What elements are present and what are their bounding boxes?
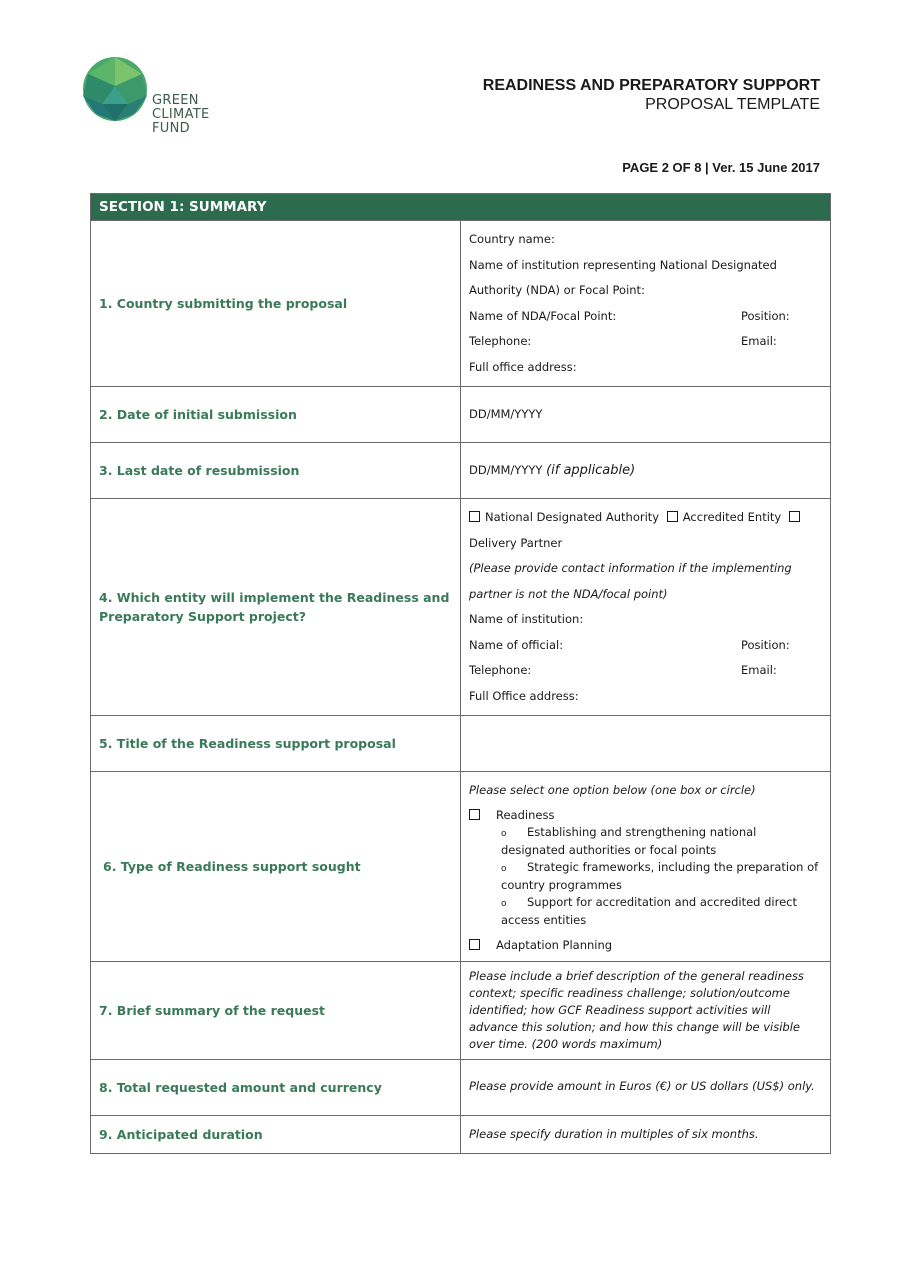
entity-address-field[interactable]: Full Office address: [469, 688, 579, 703]
entity-email-field[interactable]: Email: [741, 663, 777, 677]
nda-option-label: National Designated Authority [485, 510, 660, 524]
logo-line-3: FUND [152, 121, 190, 136]
globe-logo-icon [82, 56, 148, 122]
nda-institution-field[interactable]: Name of institution representing National Designated Authority (NDA) or Focal Point: [469, 257, 777, 297]
page-info: PAGE 2 OF 8 | Ver. 15 June 2017 [622, 160, 820, 175]
readiness-checkbox[interactable] [469, 809, 480, 820]
adaptation-option-label: Adaptation Planning [496, 937, 613, 952]
summary-field[interactable] [461, 961, 831, 1059]
row-content-implementing-entity[interactable] [461, 499, 831, 716]
row-country [91, 221, 831, 387]
row-implementing-entity [91, 499, 831, 716]
radio-circle-icon[interactable]: o [501, 898, 507, 909]
row-proposal-title [91, 716, 831, 772]
row-label-country: 1. Country submitting the proposal [91, 221, 461, 387]
document-title [483, 76, 820, 114]
support-type-instruction: Please select one option below (one box or circle) [469, 783, 756, 797]
nda-email-field[interactable]: Email: [741, 334, 777, 348]
gcf-logo [82, 56, 222, 140]
entity-contact-note: (Please provide contact information if the implementing partner is not the NDA/focal point) [469, 561, 792, 601]
logo-line-1: GREEN [152, 93, 199, 108]
delivery-partner-option-label: Delivery Partner [469, 535, 563, 550]
row-content-country[interactable] [461, 221, 831, 387]
row-label-duration: 9. Anticipated duration [91, 1115, 461, 1154]
nda-name-field[interactable]: Name of NDA/Focal Point: [469, 308, 617, 323]
readiness-sub-option-1[interactable] [469, 824, 822, 859]
nda-position-field[interactable]: Position: [741, 308, 790, 323]
radio-circle-icon[interactable]: o [501, 863, 507, 874]
logo-wordmark [152, 94, 210, 136]
row-label-amount: 8. Total requested amount and currency [91, 1059, 461, 1115]
entity-telephone-field[interactable]: Telephone: [469, 663, 532, 677]
row-support-type [91, 772, 831, 962]
row-resubmission-date [91, 443, 831, 499]
radio-circle-icon[interactable]: o [501, 828, 507, 839]
readiness-sub-option-2-label: Strategic frameworks, including the preparation of country programmes [501, 859, 819, 892]
readiness-sub-option-3-label: Support for accreditation and accredited direct access entities [501, 894, 798, 927]
initial-date-field[interactable] [461, 387, 831, 443]
delivery-partner-checkbox[interactable] [789, 511, 800, 522]
entity-institution-field[interactable]: Name of institution: [469, 612, 584, 626]
row-label-proposal-title: 5. Title of the Readiness support proposal [91, 716, 461, 772]
readiness-sub-option-2[interactable] [469, 859, 822, 894]
summary-instruction: Please include a brief description of the general readiness context; specific readiness challenge; solution/outcome identified; how GCF Readiness support activities will advance this solution; and how this change will be visible over time. (200 words maximum) [469, 968, 804, 1051]
entity-position-field[interactable]: Position: [741, 637, 790, 652]
nda-telephone-field[interactable]: Telephone: [469, 334, 532, 348]
row-label-implementing-entity: 4. Which entity will implement the Readiness and Preparatory Support project? [91, 499, 461, 716]
accredited-entity-checkbox[interactable] [667, 511, 678, 522]
document-title-line-2: PROPOSAL TEMPLATE [645, 96, 820, 113]
proposal-title-field[interactable] [461, 716, 831, 772]
duration-instruction: Please specify duration in multiples of six months. [469, 1126, 759, 1141]
adaptation-checkbox[interactable] [469, 939, 480, 950]
readiness-option-label: Readiness [496, 807, 555, 822]
nda-checkbox[interactable] [469, 511, 480, 522]
row-label-initial-date: 2. Date of initial submission [91, 387, 461, 443]
row-content-support-type [461, 772, 831, 962]
accredited-entity-option-label: Accredited Entity [682, 510, 782, 524]
amount-instruction: Please provide amount in Euros (€) or US dollars (US$) only. [469, 1079, 815, 1094]
row-label-resubmission-date: 3. Last date of resubmission [91, 443, 461, 499]
readiness-sub-option-3[interactable] [469, 894, 822, 929]
readiness-sub-option-1-label: Establishing and strengthening national designated authorities or focal points [501, 824, 757, 857]
row-amount [91, 1059, 831, 1115]
duration-field[interactable] [461, 1115, 831, 1154]
section-title: SECTION 1: SUMMARY [91, 194, 831, 221]
initial-date-value: DD/MM/YYYY [469, 406, 543, 421]
resubmission-date-value: DD/MM/YYYY [469, 462, 543, 477]
row-initial-date [91, 387, 831, 443]
amount-field[interactable] [461, 1059, 831, 1115]
summary-table [90, 193, 831, 1154]
document-title-line-1: READINESS AND PREPARATORY SUPPORT [482, 77, 820, 94]
nda-address-field[interactable]: Full office address: [469, 359, 577, 374]
resubmission-date-field[interactable] [461, 443, 831, 499]
adaptation-option[interactable] [469, 935, 822, 955]
row-label-support-type: 6. Type of Readiness support sought [91, 772, 461, 962]
row-label-summary: 7. Brief summary of the request [91, 961, 461, 1059]
resubmission-date-note: (if applicable) [546, 462, 636, 478]
readiness-option[interactable] [469, 806, 822, 824]
country-name-field[interactable]: Country name: [469, 232, 555, 246]
logo-line-2: CLIMATE [152, 107, 210, 122]
section-header-row [91, 194, 831, 221]
entity-official-field[interactable]: Name of official: [469, 637, 564, 652]
entity-options [469, 505, 822, 556]
row-duration [91, 1115, 831, 1154]
row-summary [91, 961, 831, 1059]
